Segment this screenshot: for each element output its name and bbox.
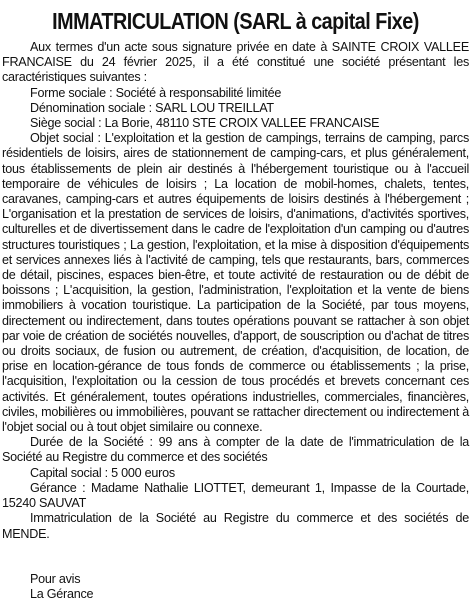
- notice-title: IMMATRICULATION (SARL à capital Fixe): [52, 8, 419, 34]
- intro-paragraph: Aux termes d'un acte sous signature privée en date à SAINTE CROIX VALLEE FRANCAISE du 24 février 2025, il a été constitué une société présentant les caractéristiques suivantes :: [2, 40, 469, 85]
- signature: La Gérance: [30, 586, 94, 601]
- spacer: [2, 542, 469, 572]
- pour-avis: Pour avis: [30, 571, 81, 586]
- denomination-sociale: Dénomination sociale : SARL LOU TREILLAT: [30, 100, 274, 115]
- siege-social: Siège social : La Borie, 48110 STE CROIX VALLEE FRANCAISE: [30, 116, 380, 131]
- gerance: Gérance : Madame Nathalie LIOTTET, demeurant 1, Impasse de la Courtade, 15240 SAUVAT: [2, 480, 469, 511]
- immatriculation-rcs: Immatriculation de la Société au Registre du commerce et des sociétés de MENDE.: [2, 511, 469, 541]
- notice-body: [2, 40, 469, 602]
- forme-sociale: Forme sociale : Société à responsabilité limitée: [30, 85, 282, 100]
- objet-social: Objet social : L'exploitation et la gestion de campings, terrains de camping, parcs résidentiels de loisirs, aires de stationnement de camping-cars, et plus généralement, tous établissements de plein air destinés à l'hébergement touristique ou à l'accueil temporaire de véhicules de loisirs ; La location de mobil-homes, chalets, tentes, caravanes, camping-cars et autres équipements de loisirs destinés à l'hébergement ; L'organisation et la prestation de services de loisirs, d'animations, d'activités sportives, culturelles et de divertissement dans le cadre de l'exploitation d'un camping ou d'autres structures touristiques ; La gestion, l'exploitation, et la mise à disposition d'équipements et services annexes liés à l'activité de camping, tels que restaurants, bars, commerces de détail, piscines, espaces bien-être, et toute activité de restauration ou de débit de boissons ; L'acquisition, la gestion, l'administration, l'exploitation et la vente de biens immobiliers à vocation touristique. La participation de la Société, par tous moyens, directement ou indirectement, dans toutes opérations pouvant se rattacher à son objet par voie de création de sociétés nouvelles, d'apport, de souscription ou d'achat de titres ou droits sociaux, de fusion ou autrement, de création, d'acquisition, de location, de prise en location-gérance de tous fonds de commerce ou établissements ; la prise, l'acquisition, l'exploitation ou la cession de tous procédés et brevets concernant ces activités. Et généralement, toutes opérations industrielles, commerciales, financières, civiles, mobilières ou immobilières, pouvant se rattacher directement ou indirectement à l'objet social ou à tout objet similaire ou connexe.: [2, 131, 469, 435]
- capital-social: Capital social : 5 000 euros: [30, 465, 175, 480]
- duree-societe: Durée de la Société : 99 ans à compter de la date de l'immatriculation de la Société au Registre du commerce et des sociétés: [2, 435, 469, 465]
